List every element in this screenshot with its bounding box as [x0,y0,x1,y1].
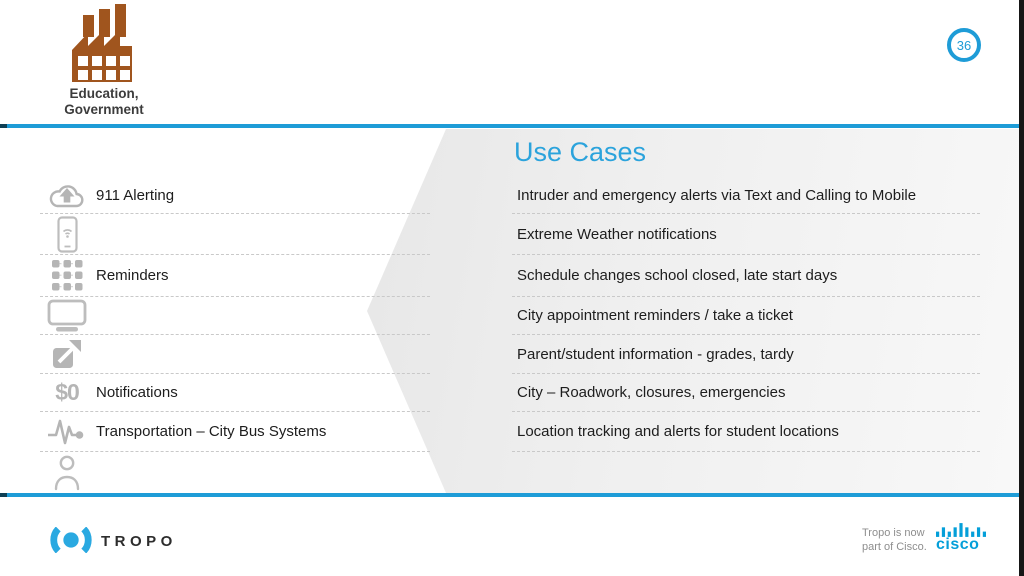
use-case-row [512,335,980,374]
use-case-row [512,374,980,412]
zero-cost-icon: $0 [55,379,79,405]
grid-network-icon [40,260,94,291]
cisco-note-line2: part of Cisco. [862,540,927,553]
service-label: Transportation – City Bus Systems [96,423,327,440]
tropo-wordmark: TROPO [101,533,177,550]
service-label: Notifications [96,384,178,401]
page-number-badge [947,28,981,62]
slide-right-edge [1019,0,1024,576]
services-list [40,178,430,493]
cloud-upload-icon [40,181,94,211]
pulse-icon [40,416,94,448]
category-line2: Government [64,102,144,117]
use-case-text: City appointment reminders / take a ticket [517,307,793,324]
service-row [40,335,430,374]
use-case-text: Extreme Weather notifications [517,225,717,243]
footer-rule [0,493,1019,497]
use-case-text: Schedule changes school closed, late start days [517,267,838,284]
service-label: 911 Alerting [96,187,175,204]
mobile-phone-icon [40,216,94,253]
use-case-row [512,178,980,214]
service-row [40,214,430,255]
service-label: Reminders [96,267,169,284]
header-rule-start [0,124,7,128]
use-case-row [512,214,980,255]
service-row [40,412,430,452]
use-cases-list [512,178,980,493]
use-cases-title: Use Cases [514,137,647,167]
service-row [40,452,430,493]
use-case-text: Intruder and emergency alerts via Text and Calling to Mobile [517,187,917,204]
cisco-note-line1: Tropo is now [862,527,925,539]
header-rule [0,124,1019,128]
monitor-icon [40,299,94,332]
cisco-wordmark: cisco [936,536,980,553]
service-row [40,255,430,297]
category-line1: Education, [69,86,139,101]
page-number: 36 [956,37,972,53]
use-case-text: Parent/student information - grades, tardy [517,345,794,363]
use-case-row [512,255,980,297]
person-icon [40,454,94,491]
footer-rule-start [0,493,7,497]
service-row [40,297,430,335]
use-case-text: Location tracking and alerts for student locations [517,423,839,440]
tropo-logo-icon [48,527,94,553]
use-case-row-empty [512,452,980,493]
cisco-bars-icon [936,523,988,537]
service-row [40,374,430,412]
external-arrow-icon [40,339,94,369]
service-row [40,178,430,214]
factory-icon [66,4,138,82]
use-case-row [512,412,980,452]
use-case-text: City – Roadwork, closures, emergencies [517,384,786,401]
category-label [40,86,168,118]
use-case-row [512,297,980,335]
cisco-note [862,527,927,554]
